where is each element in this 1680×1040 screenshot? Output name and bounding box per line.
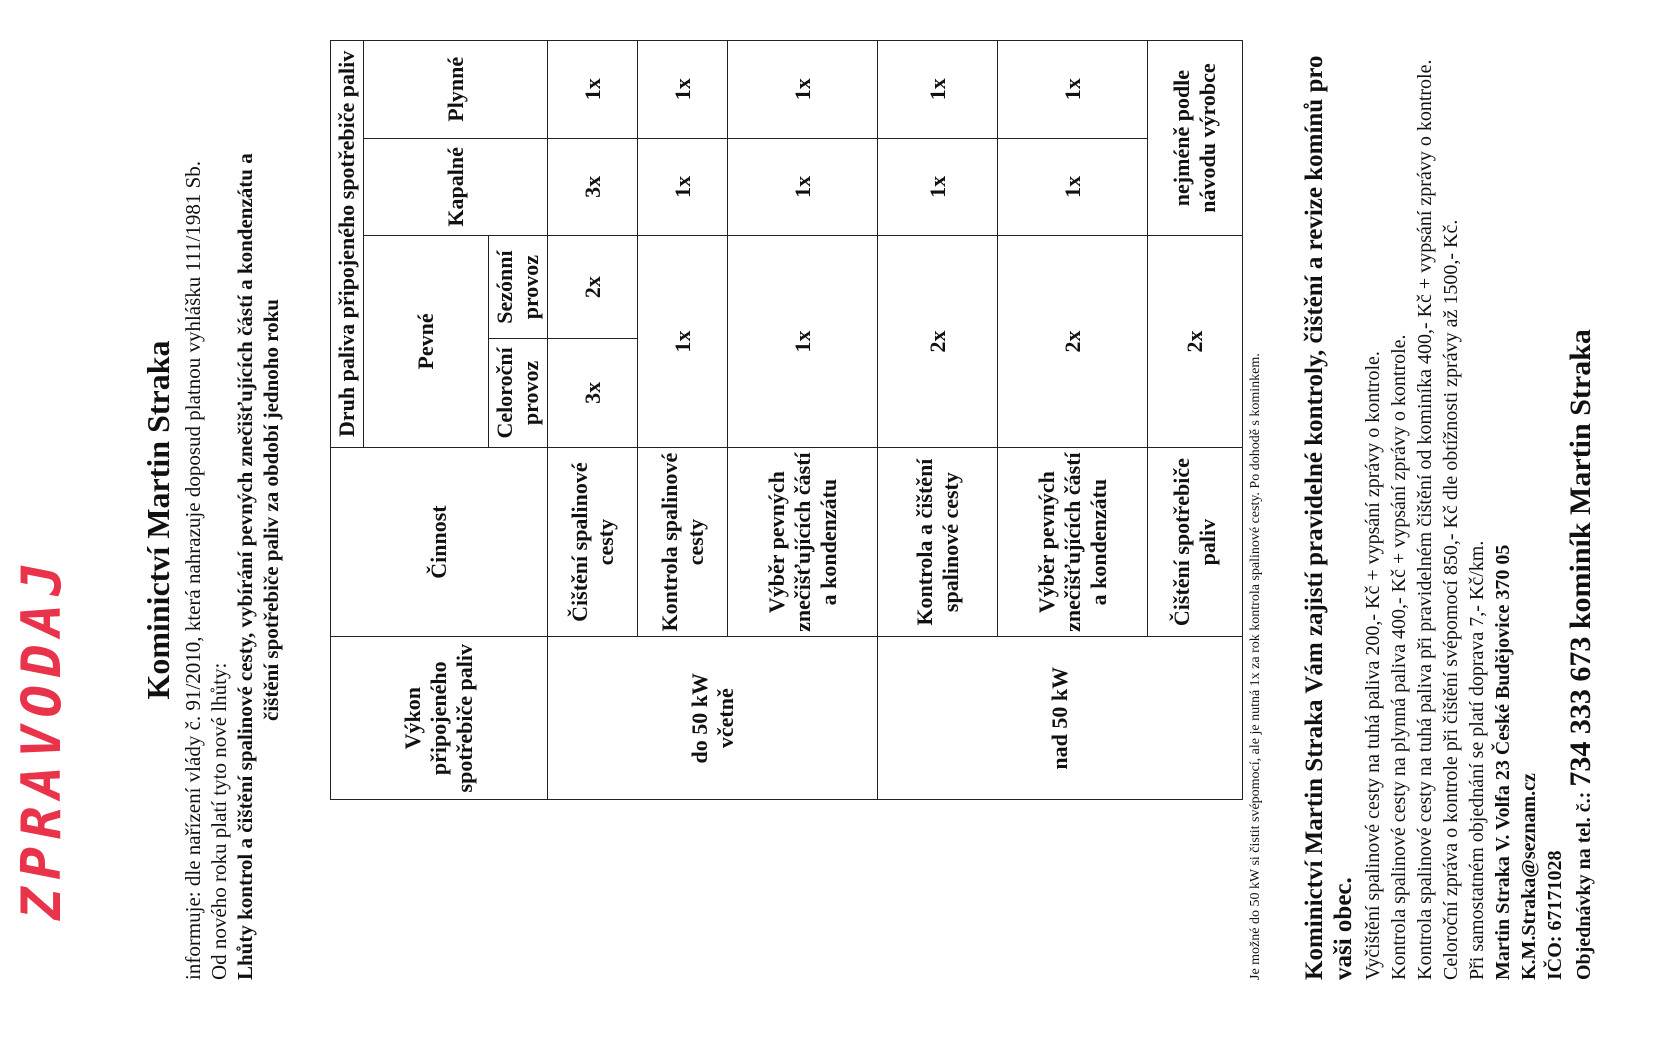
cell-kapalne-plynne: nejméně podle návodu výrobce <box>1148 41 1243 236</box>
footnote: Je možné do 50 kW si čistit svépomocí, ale je nutná 1x za rok kontrola spalinové cesty. Po dohodě s kominkem. <box>1248 353 1263 980</box>
cell-kapalne: 3x <box>548 138 638 236</box>
contact-address: Martin Straka V. Volfa 23 České Budějovice 370 05 <box>1492 544 1514 980</box>
cell-pevne: 1x <box>638 236 728 448</box>
price-line: Vyčištění spalinové cesty na tuhá paliva 200,- Kč + vypsání zprávy o kontrole. <box>1362 351 1384 980</box>
cell-plynne: 1x <box>728 41 878 139</box>
cell-pevne: 2x <box>878 236 998 448</box>
price-line: Kontrola spalinové cesty na plynná paliva 400,- Kč + vypsání zprávy o kontrole. <box>1388 334 1410 980</box>
advert-heading: Kominictví Martin Straka Vám zajistí pravidelné kontroly, čištění a revize komínů pro vaši obec. <box>1301 55 1357 980</box>
header-celorocni: Celoroční provoz <box>489 339 548 448</box>
cell-cinnost: Výběr pevných znečišťujících částí a kondenzátu <box>998 447 1148 637</box>
cell-cinnost: Kontrola a čištění spalinové cesty <box>878 447 998 637</box>
page-title: Kominictví Martin Straka <box>140 340 176 700</box>
cell-plynne: 1x <box>998 41 1148 139</box>
cell-cinnost: Čištění spotřebiče paliv <box>1148 447 1243 637</box>
order-line <box>1564 20 1597 980</box>
order-phone: 734 333 673 kominík Martin Straka <box>1564 329 1597 787</box>
cell-pevne: 1x <box>728 236 878 448</box>
intro-line-3: Lhůty kontrol a čištění spalinové cesty, vybírání pevných znečišťujících částí a kondenzátu a <box>233 153 257 980</box>
price-line: Při samostatném objednání se platí doprava 7,- Kč/km. <box>1466 540 1488 980</box>
cell-kapalne: 1x <box>998 138 1148 236</box>
cell-cinnost: Kontrola spalinové cesty <box>638 447 728 637</box>
contact-ico: IČO: 67171028 <box>1544 850 1566 980</box>
order-prefix: Objednávky na tel. č.: <box>1573 786 1595 980</box>
intro-line-2: Od nového roku platí tyto nové lhůty: <box>207 662 231 980</box>
table-row <box>548 41 638 800</box>
advert-block <box>1300 20 1597 980</box>
cell-sezonni: 2x <box>548 236 638 339</box>
price-line: Celoroční zpráva o kontrole při čištění svépomocí 850,- Kč dle obtížnosti zprávy až 1500,- Kč. <box>1440 219 1462 980</box>
header-druh-paliva: Druh paliva připojeného spotřebiče paliv <box>331 41 364 448</box>
cell-plynne: 1x <box>638 41 728 139</box>
cell-kapalne: 1x <box>638 138 728 236</box>
header-pevne: Pevné <box>364 236 489 448</box>
header-plynne: Plynné <box>364 41 548 139</box>
cell-cinnost: Výběr pevných znečišťujících částí a kondenzátu <box>728 447 878 637</box>
cell-celorocni: 3x <box>548 339 638 448</box>
intro-line-4: čištění spotřebiče paliv za období jednoho roku <box>259 299 283 721</box>
header-kapalne: Kapalné <box>364 138 548 236</box>
header-sezonni: Sezónní provoz <box>489 236 548 339</box>
cell-kapalne: 1x <box>728 138 878 236</box>
zpravodaj-stamp: ZPRAVODAJ <box>10 555 73 920</box>
group-do-50: do 50 kW včetně <box>548 637 878 800</box>
group-nad-50: nad 50 kW <box>878 637 1243 800</box>
cell-cinnost: Čištění spalinové cesty <box>548 447 638 637</box>
cell-plynne: 1x <box>548 41 638 139</box>
contact-email: K.M.Straka@seznam.cz <box>1518 773 1540 980</box>
cell-kapalne: 1x <box>878 138 998 236</box>
header-vykon: Výkon připojeného spotřebiče paliv <box>331 637 548 800</box>
table-row <box>878 41 998 800</box>
cell-pevne: 2x <box>998 236 1148 448</box>
intro-text <box>180 40 284 980</box>
header-cinnost: Činnost <box>331 447 548 637</box>
price-line: Kontrola spalinové cesty na tuhá paliva při pravidelném čištění od kominíka 400,- Kč + vypsání zprávy o kontrole. <box>1414 59 1436 980</box>
intro-line-1: informuje: dle nařízení vlády č. 91/2010, která nahrazuje doposud platnou vyhlášku 111/1981 Sb. <box>181 160 205 980</box>
cell-pevne: 2x <box>1148 236 1243 448</box>
cell-plynne: 1x <box>878 41 998 139</box>
intervals-table <box>330 40 1243 800</box>
